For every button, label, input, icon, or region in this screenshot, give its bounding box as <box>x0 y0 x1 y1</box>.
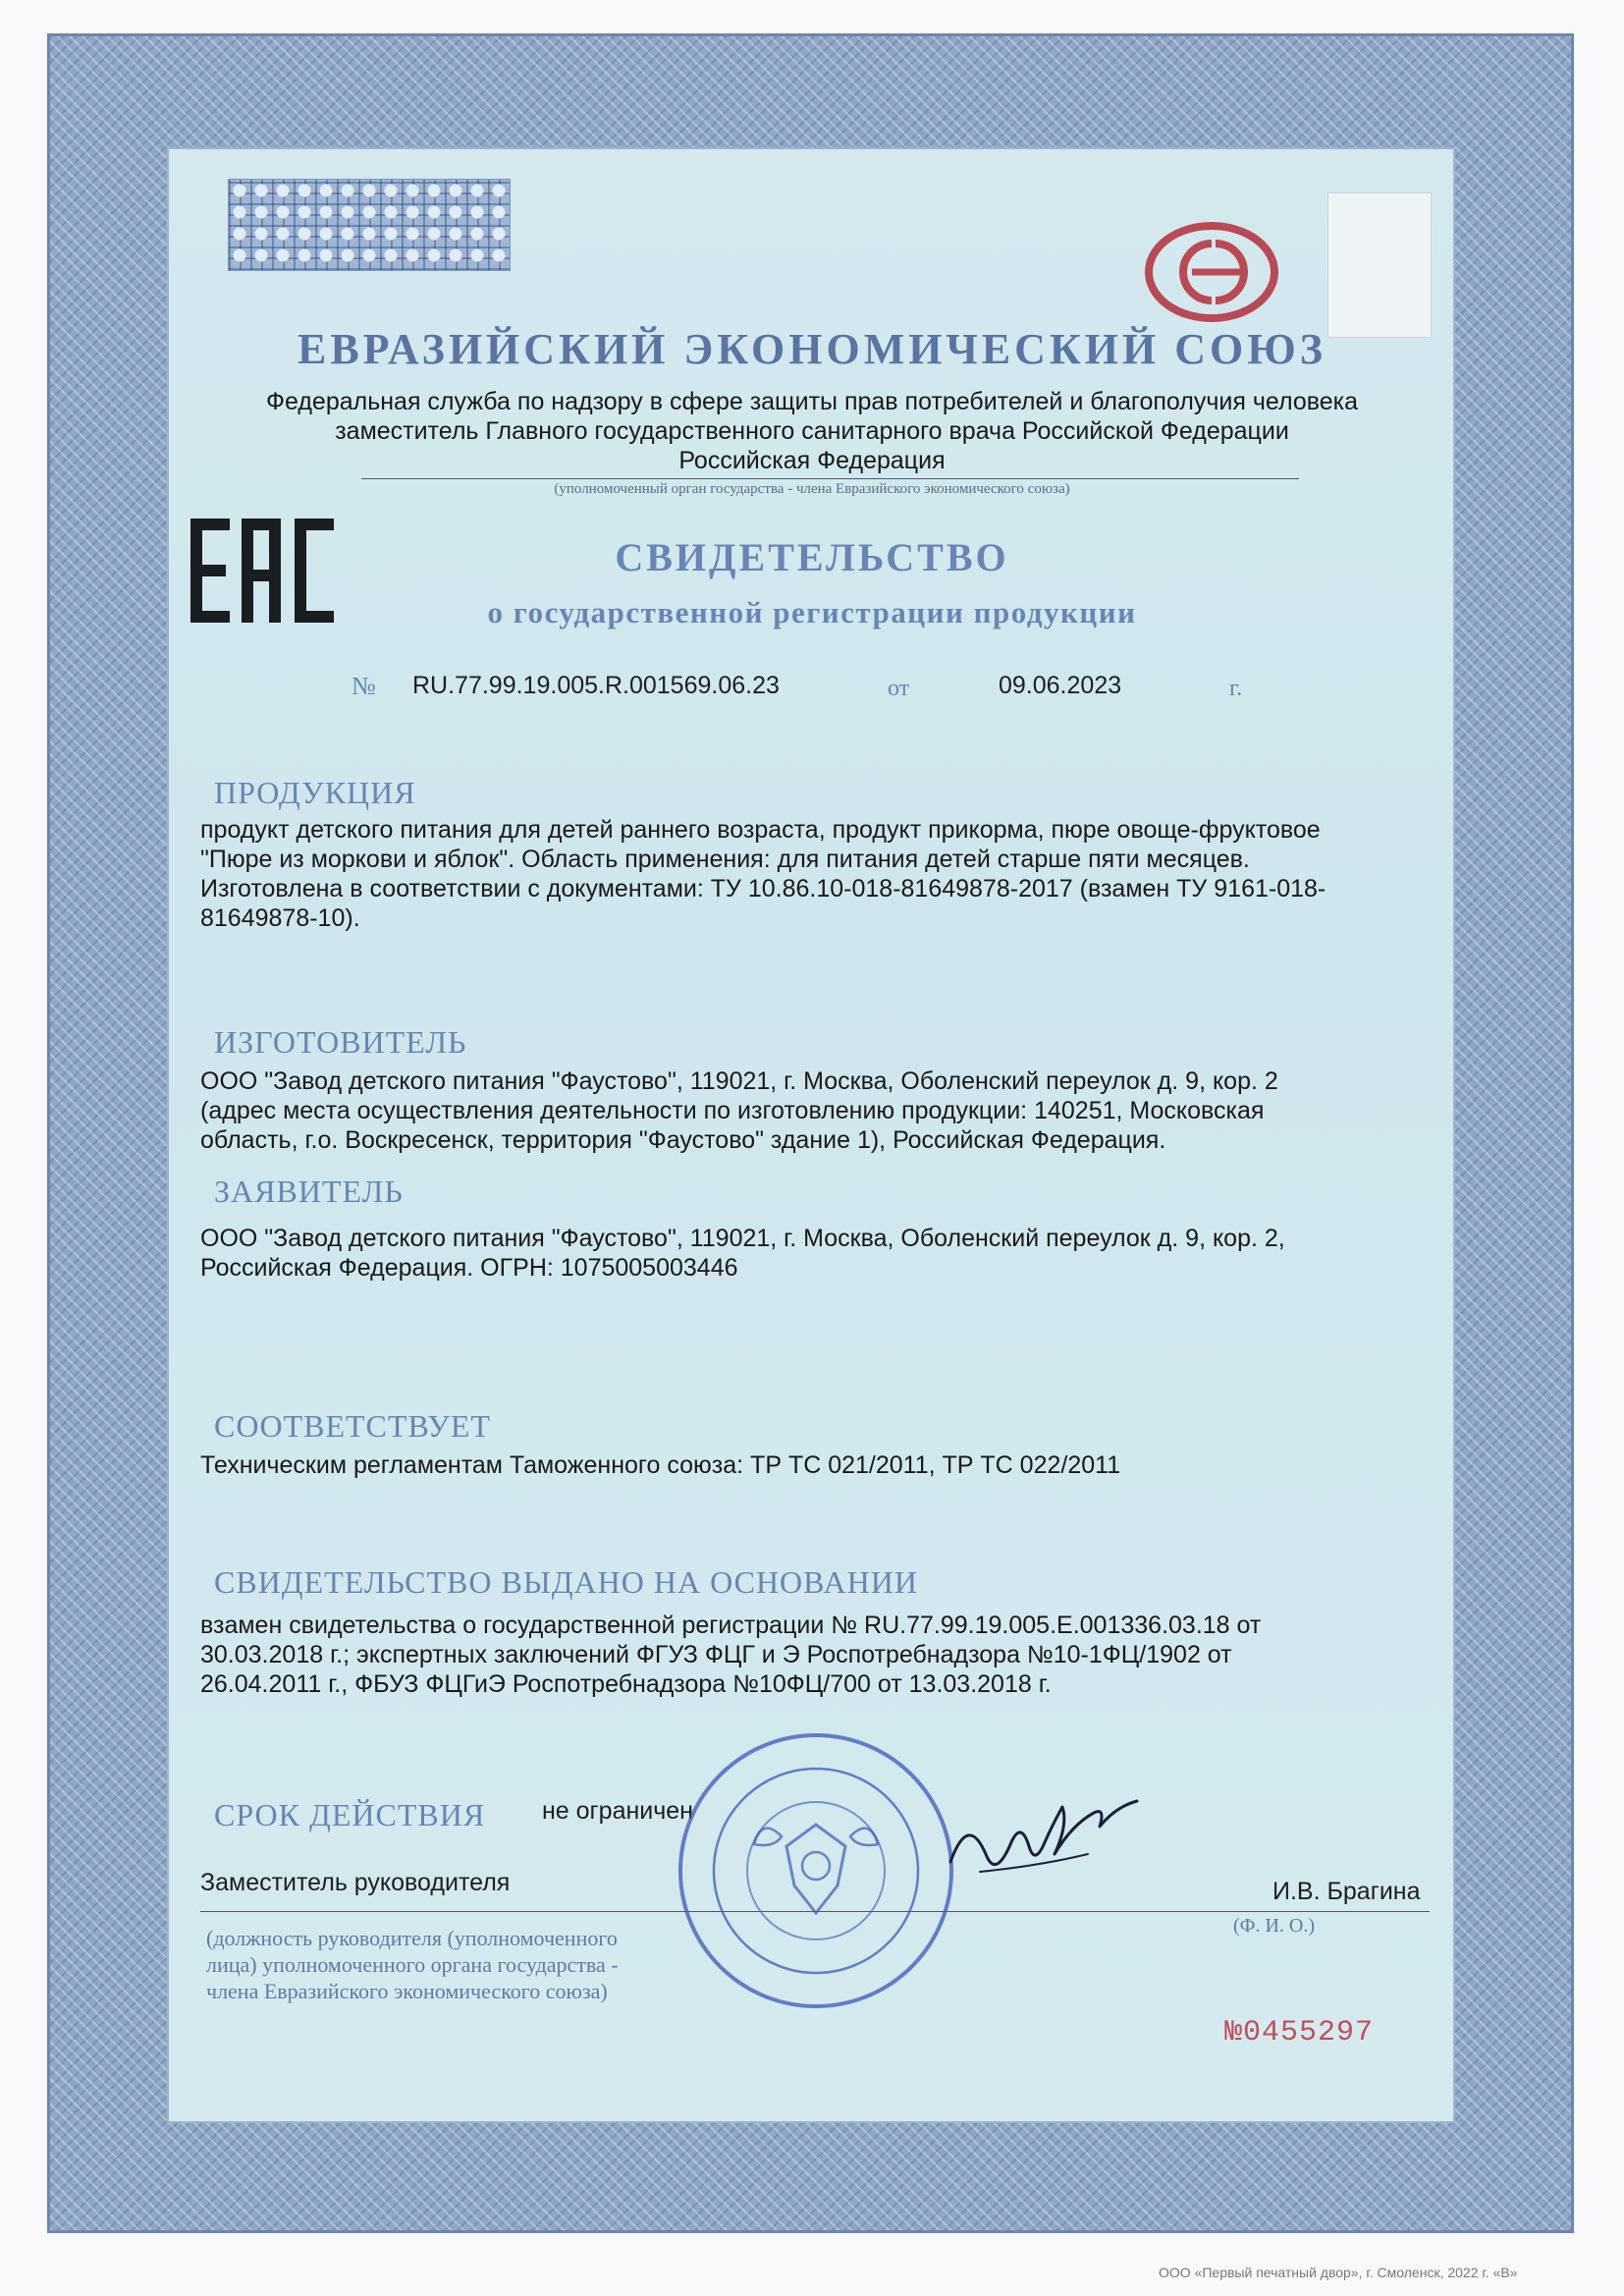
registration-date: 09.06.2023 <box>999 672 1122 699</box>
number-label: № <box>352 672 376 700</box>
year-label: г. <box>1229 676 1243 701</box>
official-stamp-icon <box>674 1728 958 2013</box>
blank-serial-number: №0455297 <box>1224 2016 1375 2050</box>
authority-caption: (уполномоченный орган государства - члена Евразийского экономического союза) <box>554 481 1070 497</box>
signatory-position: Заместитель руководителя <box>200 1869 511 1896</box>
applicant-text: ООО "Завод детского питания "Фаустово", 119021, г. Москва, Оболенский переулок д. 9, кор. 2, Российская Федерация. ОГРН: 1075005003446 <box>200 1225 1285 1282</box>
manufacturer-heading: ИЗГОТОВИТЕЛЬ <box>214 1024 467 1060</box>
authority-line: Российская Федерация <box>678 447 946 474</box>
authority-line: заместитель Главного государственного санитарного врача Российской Федерации <box>335 417 1289 445</box>
handwritten-signature-icon <box>941 1785 1166 1893</box>
document-subtitle: о государственной регистрации продукции <box>487 595 1137 629</box>
conforms-text: Техническим регламентам Таможенного союза: ТР ТС 021/2011, ТР ТС 022/2011 <box>200 1451 1121 1479</box>
signatory-name: И.В. Брагина <box>1272 1878 1421 1905</box>
union-title: ЕВРАЗИЙСКИЙ ЭКОНОМИЧЕСКИЙ СОЮЗ <box>297 325 1327 373</box>
authority-line: Федеральная служба по надзору в сфере защиты прав потребителей и благополучия человека <box>265 388 1359 415</box>
document-title: СВИДЕТЕЛЬСТВО <box>615 535 1009 579</box>
registration-number: RU.77.99.19.005.R.001569.06.23 <box>412 672 780 699</box>
name-caption: (Ф. И. О.) <box>1233 1915 1316 1937</box>
basis-text: взамен свидетельства о государственной регистрации № RU.77.99.19.005.Е.001336.03.18 от 30.03.2018 г.; экспертных заключений ФГУЗ ФЦГ и Э Роспотребнадзора №10-1ФЦ/1902 от 26.04.2011 г., ФБУЗ ФЦГиЭ Роспотребнадзора №10ФЦ/700 от 13.03.2018 г. <box>200 1612 1262 1698</box>
product-text: продукт детского питания для детей раннего возраста, продукт прикорма, пюре овоще-фруктовое "Пюре из моркови и яблок". Область применения: для питания детей старше пяти месяцев. Изготовлена в соответствии с документами: ТУ 10.86.10-018-81649878-2017 (взамен ТУ 9161-018- 81649878-10). <box>200 816 1326 932</box>
guilloche-ornament <box>228 179 511 271</box>
applicant-heading: ЗАЯВИТЕЛЬ <box>214 1174 404 1209</box>
conforms-heading: СООТВЕТСТВУЕТ <box>214 1408 491 1444</box>
product-heading: ПРОДУКЦИЯ <box>214 775 416 810</box>
authority-block <box>0 387 1624 475</box>
from-label: от <box>888 676 910 701</box>
validity-heading: СРОК ДЕЙСТВИЯ <box>214 1797 486 1832</box>
validity-value: не ограничен <box>542 1797 693 1825</box>
printer-imprint: ООО «Первый печатный двор», г. Смоленск, 2022 г. «В» <box>1159 2265 1518 2280</box>
basis-heading: СВИДЕТЕЛЬСТВО ВЫДАНО НА ОСНОВАНИИ <box>214 1564 918 1600</box>
manufacturer-text: ООО "Завод детского питания "Фаустово", 119021, г. Москва, Оболенский переулок д. 9, кор. 2 (адрес места осуществления деятельности по изготовлению продукции: 140251, Московская область, г.о. Воскресенск, территория "Фаустово" здание 1), Российская Федерация. <box>200 1067 1278 1154</box>
authority-underline <box>361 478 1299 479</box>
position-caption: (должность руководителя (уполномоченного лица) уполномоченного органа государства - члена Евразийского экономического союза) <box>206 1926 619 2003</box>
ce-mark-icon <box>1143 220 1280 324</box>
corner-blank-panel <box>1327 192 1432 338</box>
